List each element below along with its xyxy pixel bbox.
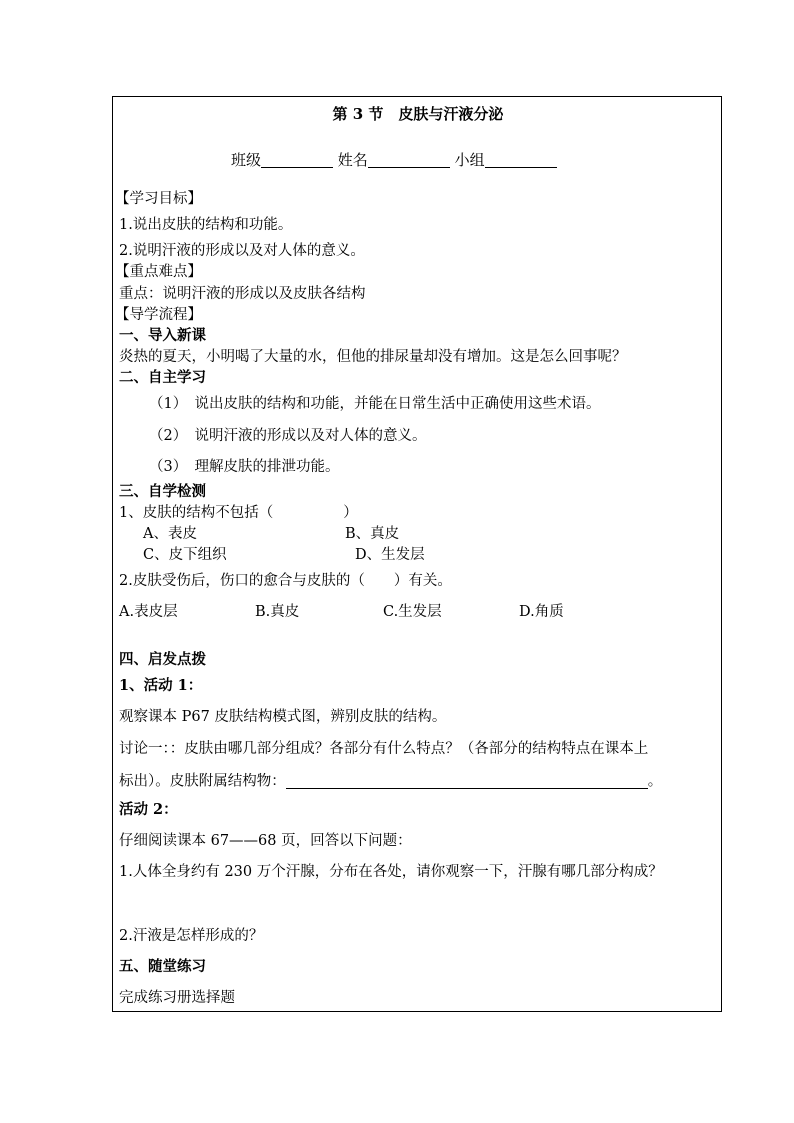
q1-option: B、真皮	[345, 526, 400, 542]
activity1-text: 观察课本 P67 皮肤结构模式图，辨别皮肤的结构。	[119, 709, 447, 725]
appendages-answer-field[interactable]	[286, 773, 648, 789]
q1-stem-prefix: 1、皮肤的结构不包括（	[119, 505, 274, 521]
section5-heading: 五、随堂练习	[119, 958, 206, 975]
section2-item: （3） 理解皮肤的排泄功能。	[149, 459, 340, 475]
objective-item: 1.说出皮肤的结构和功能。	[119, 217, 293, 233]
name-field[interactable]	[368, 152, 450, 168]
key-points-text: 重点：说明汗液的形成以及皮肤各结构	[119, 286, 366, 302]
section2-heading: 二、自主学习	[119, 369, 206, 386]
student-info-row	[231, 152, 557, 168]
objectives-heading: 【学习目标】	[115, 191, 202, 207]
section5-text: 完成练习册选择题	[119, 990, 235, 1006]
q1-stem-suffix: ）	[343, 505, 358, 521]
page-title: 第 3 节 皮肤与汗液分泌	[332, 105, 504, 123]
group-label: 小组	[454, 151, 485, 169]
section3-heading: 三、自学检测	[119, 483, 206, 500]
q2-option: C.生发层	[383, 604, 442, 620]
discussion-line-2	[119, 773, 662, 789]
class-field[interactable]	[261, 152, 333, 168]
q1-option: C、皮下组织	[143, 547, 227, 563]
discussion-text: 标出）。皮肤附属结构物：	[119, 773, 286, 790]
section2-item: （2） 说明汗液的形成以及对人体的意义。	[149, 428, 427, 444]
worksheet-frame	[112, 96, 722, 1012]
discussion-end: 。	[647, 773, 663, 790]
q1-option: A、表皮	[143, 526, 197, 542]
activity2-intro: 仔细阅读课本 67——68 页，回答以下问题：	[119, 833, 412, 849]
q2-option: B.真皮	[255, 604, 300, 620]
section1-heading: 一、导入新课	[119, 327, 206, 344]
key-points-heading: 【重点难点】	[115, 264, 202, 280]
discussion-line: 讨论一：：皮肤由哪几部分组成？各部分有什么特点？（各部分的结构特点在课本上	[119, 741, 649, 757]
q1-stem	[119, 506, 358, 521]
section1-text: 炎热的夏天，小明喝了大量的水，但他的排尿量却没有增加。这是怎么回事呢？	[119, 349, 627, 365]
activity2-label: 活动 2：	[119, 801, 178, 818]
name-label: 姓名	[337, 151, 368, 169]
activity2-question: 2.汗液是怎样形成的？	[119, 928, 264, 944]
section2-item: （1） 说出皮肤的结构和功能，并能在日常生活中正确使用这些术语。	[149, 396, 601, 412]
section4-heading: 四、启发点拨	[119, 651, 206, 668]
q2-option: D.角质	[519, 604, 564, 620]
flow-heading: 【导学流程】	[115, 307, 202, 323]
group-field[interactable]	[485, 152, 557, 168]
q2-option: A.表皮层	[119, 604, 178, 620]
objective-item: 2.说明汗液的形成以及对人体的意义。	[119, 243, 365, 259]
activity2-question: 1.人体全身约有 230 万个汗腺，分布在各处，请你观察一下，汗腺有哪几部分构成？	[119, 864, 663, 880]
q1-option: D、生发层	[355, 547, 425, 563]
class-label: 班级	[231, 151, 262, 169]
q2-stem: 2.皮肤受伤后，伤口的愈合与皮肤的（ ）有关。	[119, 573, 452, 589]
activity1-label: 1、活动 1：	[119, 677, 203, 694]
